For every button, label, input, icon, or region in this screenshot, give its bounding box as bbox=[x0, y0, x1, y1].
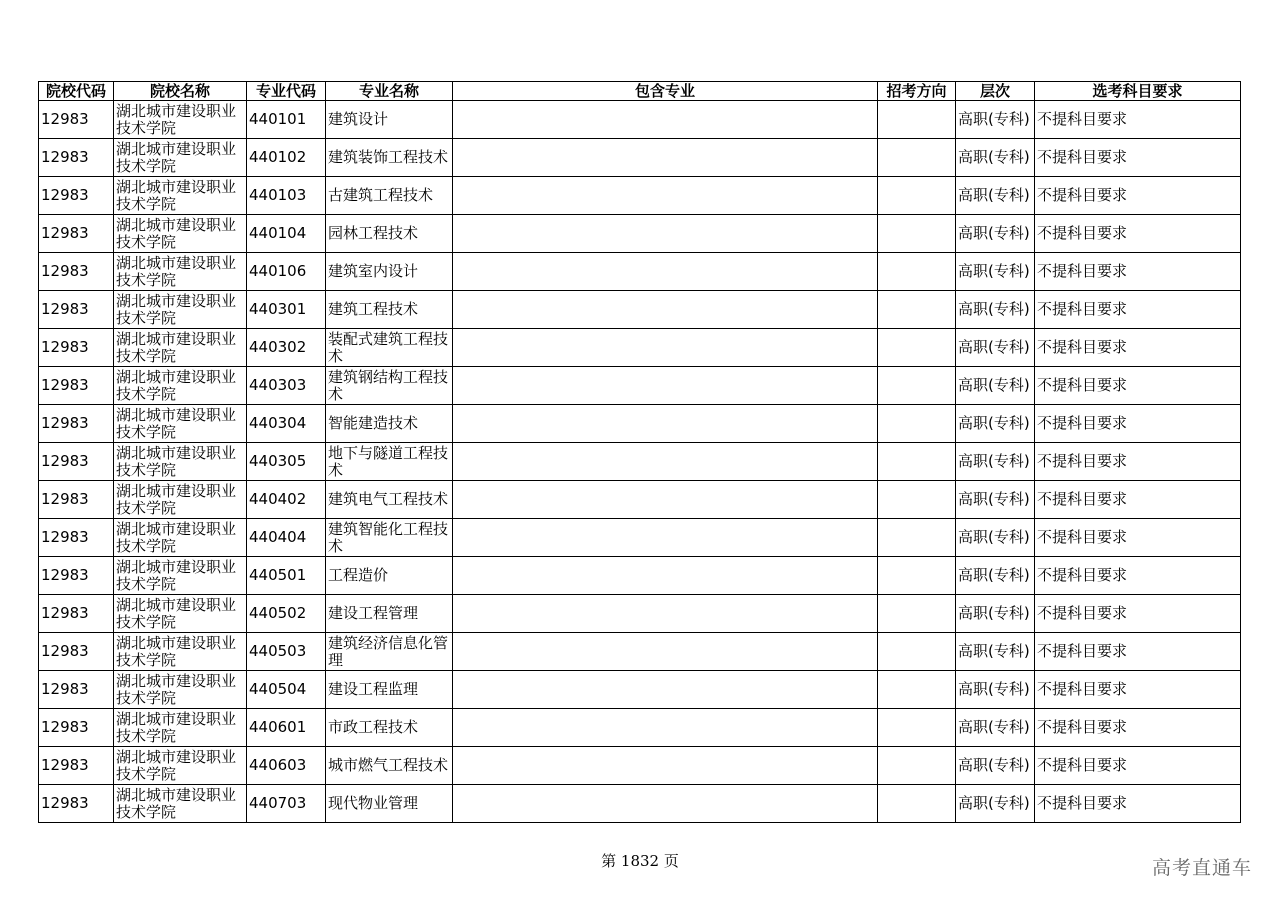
cell-major-name: 现代物业管理 bbox=[326, 785, 453, 823]
table-row bbox=[39, 101, 1241, 139]
cell-direction bbox=[878, 633, 956, 671]
cell-direction bbox=[878, 671, 956, 709]
header-school-name: 院校名称 bbox=[114, 82, 247, 101]
cell-major-code: 440404 bbox=[247, 519, 326, 557]
cell-direction bbox=[878, 443, 956, 481]
cell-school-code: 12983 bbox=[39, 177, 114, 215]
cell-major-name: 建筑经济信息化管理 bbox=[326, 633, 453, 671]
table-row bbox=[39, 785, 1241, 823]
cell-included-majors bbox=[453, 671, 878, 709]
cell-level: 高职(专科) bbox=[956, 329, 1035, 367]
cell-school-code: 12983 bbox=[39, 329, 114, 367]
cell-major-code: 440106 bbox=[247, 253, 326, 291]
cell-direction bbox=[878, 215, 956, 253]
table-row bbox=[39, 291, 1241, 329]
header-included-majors: 包含专业 bbox=[453, 82, 878, 101]
header-subject-requirement: 选考科目要求 bbox=[1035, 82, 1241, 101]
cell-included-majors bbox=[453, 405, 878, 443]
cell-level: 高职(专科) bbox=[956, 101, 1035, 139]
table-row bbox=[39, 443, 1241, 481]
cell-school-name: 湖北城市建设职业技术学院 bbox=[114, 367, 247, 405]
cell-included-majors bbox=[453, 367, 878, 405]
cell-school-name: 湖北城市建设职业技术学院 bbox=[114, 595, 247, 633]
cell-level: 高职(专科) bbox=[956, 595, 1035, 633]
cell-direction bbox=[878, 519, 956, 557]
cell-level: 高职(专科) bbox=[956, 253, 1035, 291]
cell-major-code: 440101 bbox=[247, 101, 326, 139]
cell-major-name: 建设工程监理 bbox=[326, 671, 453, 709]
cell-level: 高职(专科) bbox=[956, 215, 1035, 253]
cell-major-code: 440302 bbox=[247, 329, 326, 367]
cell-subject-requirement: 不提科目要求 bbox=[1035, 139, 1241, 177]
cell-major-name: 建筑电气工程技术 bbox=[326, 481, 453, 519]
table-row bbox=[39, 519, 1241, 557]
table-row bbox=[39, 633, 1241, 671]
cell-major-name: 建设工程管理 bbox=[326, 595, 453, 633]
cell-included-majors bbox=[453, 101, 878, 139]
admissions-table bbox=[38, 81, 1241, 823]
cell-level: 高职(专科) bbox=[956, 785, 1035, 823]
cell-school-name: 湖北城市建设职业技术学院 bbox=[114, 405, 247, 443]
cell-level: 高职(专科) bbox=[956, 405, 1035, 443]
cell-major-code: 440301 bbox=[247, 291, 326, 329]
table-row bbox=[39, 253, 1241, 291]
cell-direction bbox=[878, 139, 956, 177]
cell-included-majors bbox=[453, 253, 878, 291]
cell-school-code: 12983 bbox=[39, 519, 114, 557]
cell-major-name: 园林工程技术 bbox=[326, 215, 453, 253]
cell-subject-requirement: 不提科目要求 bbox=[1035, 557, 1241, 595]
cell-included-majors bbox=[453, 329, 878, 367]
cell-major-name: 工程造价 bbox=[326, 557, 453, 595]
cell-subject-requirement: 不提科目要求 bbox=[1035, 519, 1241, 557]
cell-included-majors bbox=[453, 709, 878, 747]
cell-included-majors bbox=[453, 557, 878, 595]
cell-direction bbox=[878, 405, 956, 443]
table-row bbox=[39, 177, 1241, 215]
cell-included-majors bbox=[453, 595, 878, 633]
cell-included-majors bbox=[453, 177, 878, 215]
header-level: 层次 bbox=[956, 82, 1035, 101]
cell-level: 高职(专科) bbox=[956, 671, 1035, 709]
cell-major-name: 古建筑工程技术 bbox=[326, 177, 453, 215]
cell-major-code: 440503 bbox=[247, 633, 326, 671]
header-row bbox=[39, 82, 1241, 101]
cell-direction bbox=[878, 785, 956, 823]
cell-included-majors bbox=[453, 481, 878, 519]
cell-school-name: 湖北城市建设职业技术学院 bbox=[114, 481, 247, 519]
cell-school-code: 12983 bbox=[39, 633, 114, 671]
cell-subject-requirement: 不提科目要求 bbox=[1035, 405, 1241, 443]
cell-major-code: 440703 bbox=[247, 785, 326, 823]
cell-level: 高职(专科) bbox=[956, 709, 1035, 747]
cell-school-name: 湖北城市建设职业技术学院 bbox=[114, 291, 247, 329]
cell-level: 高职(专科) bbox=[956, 633, 1035, 671]
cell-included-majors bbox=[453, 519, 878, 557]
cell-major-name: 建筑钢结构工程技术 bbox=[326, 367, 453, 405]
cell-direction bbox=[878, 101, 956, 139]
cell-level: 高职(专科) bbox=[956, 177, 1035, 215]
cell-major-code: 440102 bbox=[247, 139, 326, 177]
cell-level: 高职(专科) bbox=[956, 481, 1035, 519]
cell-subject-requirement: 不提科目要求 bbox=[1035, 481, 1241, 519]
cell-school-name: 湖北城市建设职业技术学院 bbox=[114, 785, 247, 823]
cell-subject-requirement: 不提科目要求 bbox=[1035, 177, 1241, 215]
cell-subject-requirement: 不提科目要求 bbox=[1035, 367, 1241, 405]
header-major-name: 专业名称 bbox=[326, 82, 453, 101]
cell-school-code: 12983 bbox=[39, 557, 114, 595]
table-row bbox=[39, 215, 1241, 253]
cell-school-code: 12983 bbox=[39, 253, 114, 291]
cell-subject-requirement: 不提科目要求 bbox=[1035, 215, 1241, 253]
cell-major-code: 440501 bbox=[247, 557, 326, 595]
cell-level: 高职(专科) bbox=[956, 747, 1035, 785]
cell-school-code: 12983 bbox=[39, 101, 114, 139]
cell-direction bbox=[878, 177, 956, 215]
cell-direction bbox=[878, 709, 956, 747]
page-number: 第 1832 页 bbox=[601, 852, 679, 870]
cell-major-name: 建筑智能化工程技术 bbox=[326, 519, 453, 557]
cell-major-code: 440103 bbox=[247, 177, 326, 215]
cell-direction bbox=[878, 747, 956, 785]
cell-school-name: 湖北城市建设职业技术学院 bbox=[114, 671, 247, 709]
cell-level: 高职(专科) bbox=[956, 139, 1035, 177]
cell-school-code: 12983 bbox=[39, 785, 114, 823]
cell-school-name: 湖北城市建设职业技术学院 bbox=[114, 443, 247, 481]
cell-level: 高职(专科) bbox=[956, 291, 1035, 329]
cell-level: 高职(专科) bbox=[956, 367, 1035, 405]
cell-subject-requirement: 不提科目要求 bbox=[1035, 101, 1241, 139]
cell-major-code: 440502 bbox=[247, 595, 326, 633]
cell-school-name: 湖北城市建设职业技术学院 bbox=[114, 519, 247, 557]
cell-major-code: 440303 bbox=[247, 367, 326, 405]
table-row bbox=[39, 481, 1241, 519]
cell-subject-requirement: 不提科目要求 bbox=[1035, 329, 1241, 367]
cell-direction bbox=[878, 253, 956, 291]
cell-major-name: 智能建造技术 bbox=[326, 405, 453, 443]
cell-subject-requirement: 不提科目要求 bbox=[1035, 671, 1241, 709]
cell-subject-requirement: 不提科目要求 bbox=[1035, 253, 1241, 291]
table-row bbox=[39, 405, 1241, 443]
cell-level: 高职(专科) bbox=[956, 557, 1035, 595]
cell-school-code: 12983 bbox=[39, 367, 114, 405]
cell-major-name: 装配式建筑工程技术 bbox=[326, 329, 453, 367]
cell-major-code: 440603 bbox=[247, 747, 326, 785]
cell-direction bbox=[878, 367, 956, 405]
cell-subject-requirement: 不提科目要求 bbox=[1035, 785, 1241, 823]
cell-included-majors bbox=[453, 785, 878, 823]
cell-school-name: 湖北城市建设职业技术学院 bbox=[114, 557, 247, 595]
cell-school-name: 湖北城市建设职业技术学院 bbox=[114, 329, 247, 367]
table-row bbox=[39, 709, 1241, 747]
cell-major-name: 市政工程技术 bbox=[326, 709, 453, 747]
table-row bbox=[39, 139, 1241, 177]
cell-direction bbox=[878, 595, 956, 633]
cell-major-name: 地下与隧道工程技术 bbox=[326, 443, 453, 481]
header-major-code: 专业代码 bbox=[247, 82, 326, 101]
watermark-text: 高考直通车 bbox=[1151, 857, 1252, 879]
cell-school-name: 湖北城市建设职业技术学院 bbox=[114, 139, 247, 177]
cell-school-name: 湖北城市建设职业技术学院 bbox=[114, 101, 247, 139]
cell-major-code: 440104 bbox=[247, 215, 326, 253]
cell-level: 高职(专科) bbox=[956, 519, 1035, 557]
cell-subject-requirement: 不提科目要求 bbox=[1035, 633, 1241, 671]
cell-school-code: 12983 bbox=[39, 595, 114, 633]
table-row bbox=[39, 747, 1241, 785]
cell-direction bbox=[878, 291, 956, 329]
cell-major-name: 城市燃气工程技术 bbox=[326, 747, 453, 785]
cell-school-code: 12983 bbox=[39, 405, 114, 443]
cell-included-majors bbox=[453, 215, 878, 253]
cell-included-majors bbox=[453, 443, 878, 481]
cell-included-majors bbox=[453, 291, 878, 329]
cell-school-name: 湖北城市建设职业技术学院 bbox=[114, 177, 247, 215]
cell-major-code: 440304 bbox=[247, 405, 326, 443]
cell-major-code: 440402 bbox=[247, 481, 326, 519]
cell-school-name: 湖北城市建设职业技术学院 bbox=[114, 633, 247, 671]
cell-school-name: 湖北城市建设职业技术学院 bbox=[114, 709, 247, 747]
cell-direction bbox=[878, 481, 956, 519]
table-row bbox=[39, 557, 1241, 595]
cell-major-name: 建筑装饰工程技术 bbox=[326, 139, 453, 177]
table-row bbox=[39, 367, 1241, 405]
cell-school-code: 12983 bbox=[39, 139, 114, 177]
table-row bbox=[39, 329, 1241, 367]
cell-school-code: 12983 bbox=[39, 747, 114, 785]
cell-school-code: 12983 bbox=[39, 709, 114, 747]
cell-included-majors bbox=[453, 633, 878, 671]
cell-subject-requirement: 不提科目要求 bbox=[1035, 747, 1241, 785]
cell-subject-requirement: 不提科目要求 bbox=[1035, 291, 1241, 329]
cell-school-name: 湖北城市建设职业技术学院 bbox=[114, 747, 247, 785]
cell-included-majors bbox=[453, 747, 878, 785]
cell-major-name: 建筑室内设计 bbox=[326, 253, 453, 291]
cell-school-code: 12983 bbox=[39, 671, 114, 709]
cell-major-name: 建筑设计 bbox=[326, 101, 453, 139]
cell-school-name: 湖北城市建设职业技术学院 bbox=[114, 215, 247, 253]
cell-subject-requirement: 不提科目要求 bbox=[1035, 443, 1241, 481]
cell-school-code: 12983 bbox=[39, 443, 114, 481]
table-row bbox=[39, 595, 1241, 633]
cell-major-name: 建筑工程技术 bbox=[326, 291, 453, 329]
cell-direction bbox=[878, 329, 956, 367]
cell-school-code: 12983 bbox=[39, 481, 114, 519]
table-row bbox=[39, 671, 1241, 709]
cell-major-code: 440305 bbox=[247, 443, 326, 481]
header-school-code: 院校代码 bbox=[39, 82, 114, 101]
cell-subject-requirement: 不提科目要求 bbox=[1035, 709, 1241, 747]
cell-school-code: 12983 bbox=[39, 291, 114, 329]
cell-level: 高职(专科) bbox=[956, 443, 1035, 481]
cell-subject-requirement: 不提科目要求 bbox=[1035, 595, 1241, 633]
cell-school-code: 12983 bbox=[39, 215, 114, 253]
cell-included-majors bbox=[453, 139, 878, 177]
cell-direction bbox=[878, 557, 956, 595]
cell-major-code: 440504 bbox=[247, 671, 326, 709]
cell-major-code: 440601 bbox=[247, 709, 326, 747]
header-direction: 招考方向 bbox=[878, 82, 956, 101]
cell-school-name: 湖北城市建设职业技术学院 bbox=[114, 253, 247, 291]
